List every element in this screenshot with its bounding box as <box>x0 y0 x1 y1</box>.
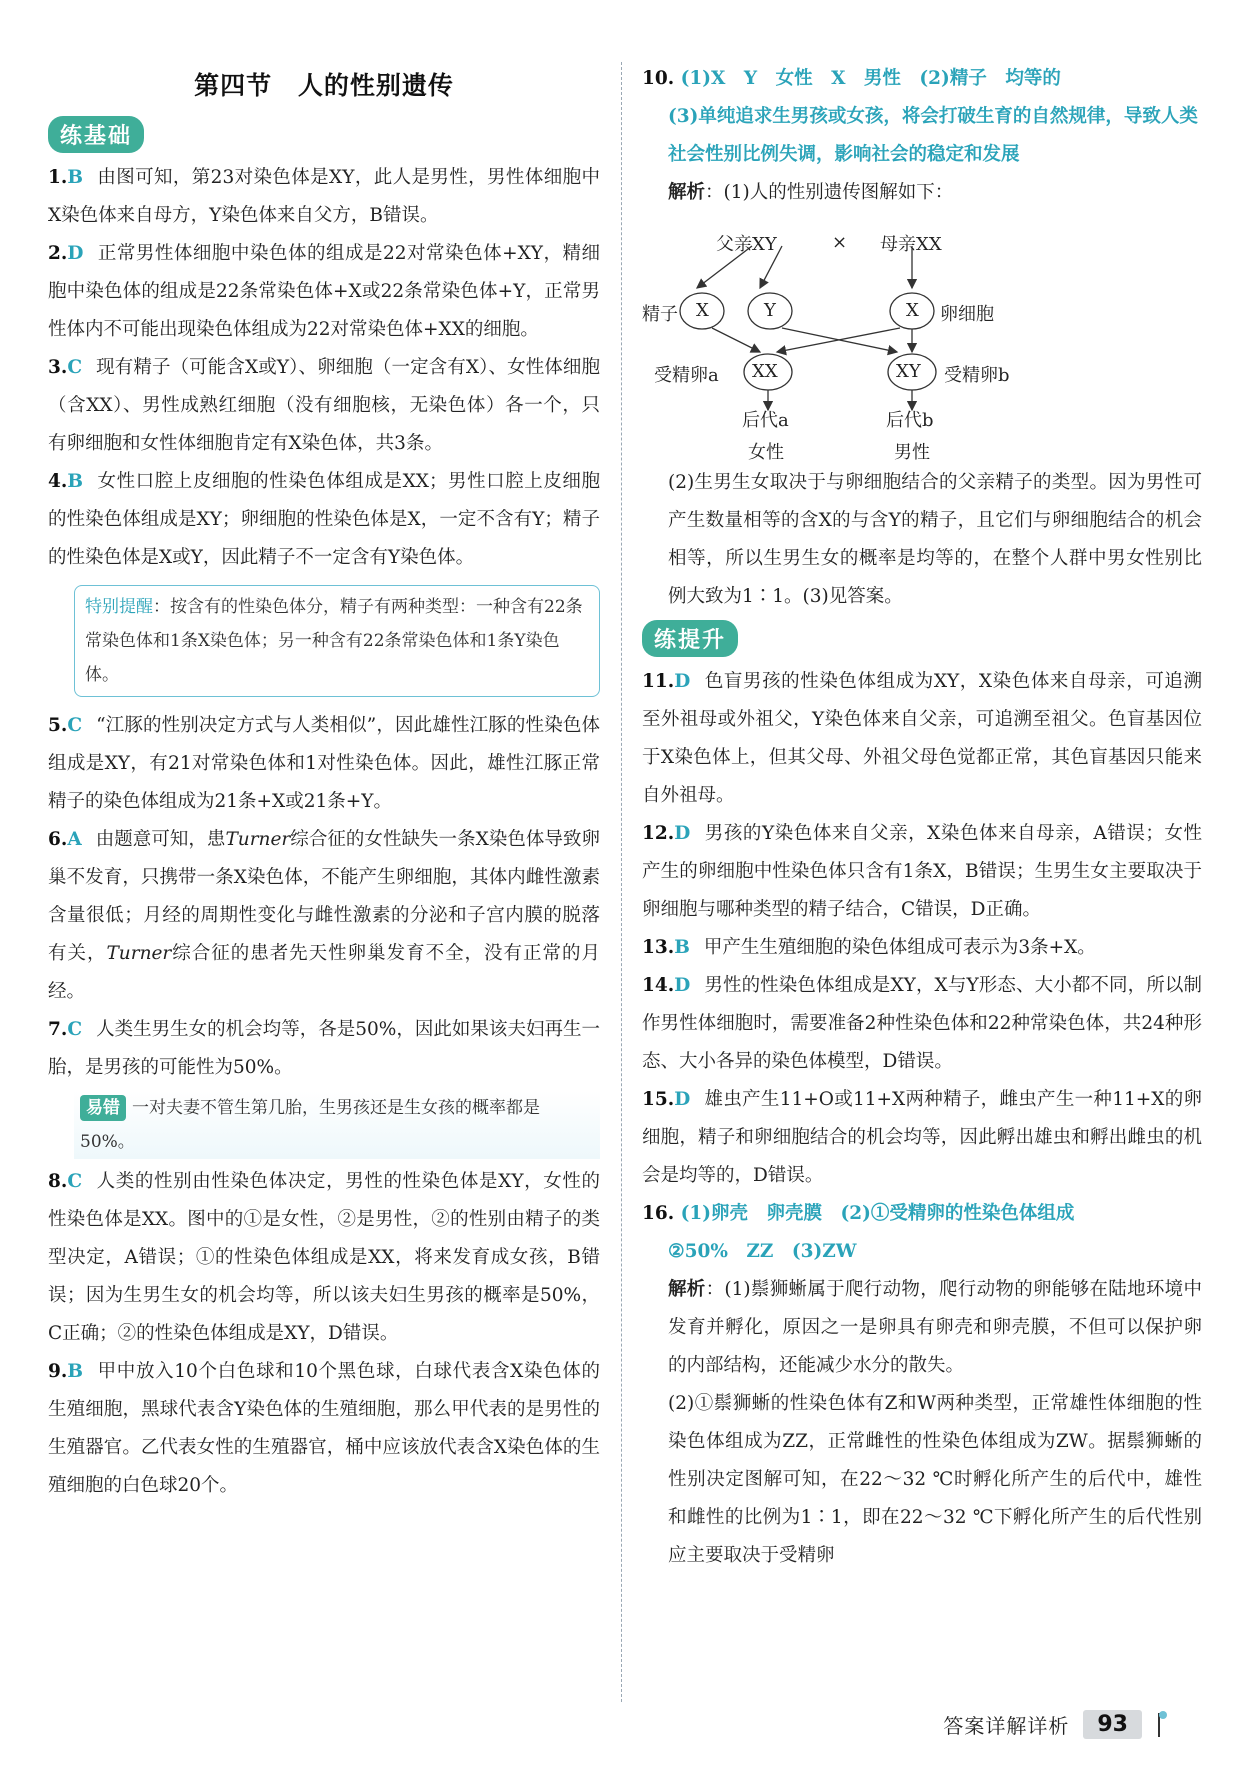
egg-x: X <box>906 300 919 321</box>
question-number: 9. <box>48 1361 68 1382</box>
explanation-text: Turner <box>225 829 291 850</box>
sperm-y: Y <box>764 300 776 321</box>
answer-letter: D <box>674 671 691 692</box>
section-title <box>48 66 600 102</box>
question-number: 5. <box>48 715 68 736</box>
question-number: 8. <box>48 1171 68 1192</box>
inheritance-diagram <box>642 216 1202 462</box>
footer-label: 答案详解详析 <box>943 1713 1070 1738</box>
tip-box <box>74 585 600 697</box>
right-column <box>642 60 1202 1575</box>
left-column <box>48 60 600 1505</box>
right-items <box>642 663 1202 1195</box>
question-number: 2. <box>48 243 68 264</box>
question-item <box>642 815 1202 929</box>
answer-letter: D <box>674 823 691 844</box>
question-number: 3. <box>48 357 68 378</box>
q16-analysis-2: (2)①鬃狮蜥的性染色体有Z和W两种类型，正常雄性体细胞的性染色体组成为ZZ，正常雌性的性染色体组成为ZW。据鬃狮蜥的性别决定图解可知，在22～32 ℃时孵化所产生的后代中，雄性和雌性的比例为1∶1，即在22～32 ℃下孵化所产生的后代性别应主要取决于受精卵 <box>668 1393 1202 1566</box>
question-number: 11. <box>642 671 675 692</box>
question-number: 4. <box>48 471 68 492</box>
page-footer <box>943 1709 1170 1739</box>
sperm-x: X <box>696 300 709 321</box>
explanation-text: 雄虫产生11+O或11+X两种精子，雌虫产生一种11+X的卵细胞，精子和卵细胞结合的机会均等，因此孵出雄虫和孵出雌虫的机会是均等的，D错误。 <box>642 1089 1202 1186</box>
answer-letter: D <box>674 1089 691 1110</box>
answer-letter: B <box>67 471 83 492</box>
q10-analysis-rest: (2)生男生女取决于与卵细胞结合的父亲精子的类型。因为男性可产生数量相等的含X的与含Y的精子，且它们与卵细胞结合的机会相等，所以生男生女的概率是均等的，在整个人群中男女性别比例大致为1∶1。(3)见答案。 <box>668 472 1202 607</box>
column-divider <box>621 62 622 1702</box>
offspring-a: 后代a <box>742 410 789 431</box>
question-number: 14. <box>642 975 675 996</box>
q16-answer-line1 <box>642 1195 1202 1233</box>
q10-answer-line2: (3)单纯追求生男孩或女孩，将会打破生育的自然规律，导致人类社会性别比例失调，影响社会的稳定和发展 <box>668 106 1198 165</box>
explanation-text: 男性的性染色体组成是XY，X与Y形态、大小都不同，所以制作男性体细胞时，需要准备2种性染色体和22种常染色体，共24种形态、大小各异的染色体模型，D错误。 <box>642 975 1202 1072</box>
answer-letter: B <box>67 167 83 188</box>
explanation-text: 甲中放入10个白色球和10个黑色球，白球代表含X染色体的生殖细胞，黑球代表含Y染色体的生殖细胞，那么甲代表的是男性的生殖器官。乙代表女性的生殖器官，桶中应该放代表含X染色体的生殖细胞的白色球20个。 <box>48 1361 600 1496</box>
explanation-text: 由图可知，第23对染色体是XY，此人是男性，男性体细胞中X染色体来自母方，Y染色体来自父方，B错误。 <box>48 167 600 226</box>
q16-analysis-1 <box>642 1271 1202 1385</box>
explanation-text: “江豚的性别决定方式与人类相似”，因此雄性江豚的性染色体组成是XY，有21对常染色体和1对性染色体。因此，雄性江豚正常精子的染色体组成为21条+X或21条+Y。 <box>48 715 600 812</box>
left-items-2 <box>48 707 600 1087</box>
zygote-a-value: XX <box>752 361 778 382</box>
explanation-text: 现有精子（可能含X或Y）、卵细胞（一定含有X）、女性体细胞（含XX）、男性成熟红细胞（没有细胞核，无染色体）各一个，只有卵细胞和女性体细胞肯定有X染色体，共3条。 <box>48 357 600 454</box>
sex-a: 女性 <box>748 442 784 463</box>
analysis-intro-text: ：(1)人的性别遗传图解如下： <box>705 182 954 203</box>
answer-letter: B <box>67 1361 83 1382</box>
section-name: 人的性别遗传 <box>297 71 454 100</box>
question-item <box>642 1081 1202 1195</box>
zygote-a-label: 受精卵a <box>654 365 719 386</box>
arrow-sperm-x-zygote-a <box>712 328 760 352</box>
explanation-text: 色盲男孩的性染色体组成为XY，X染色体来自母亲，可追溯至外祖母或外祖父，Y染色体来自父亲，可追溯至祖父。色盲基因位于X染色体上，但其父母、外祖父母色觉都正常，其色盲基因只能来自外祖母。 <box>642 671 1202 806</box>
explanation-text: 由题意可知，患 <box>95 829 226 850</box>
question-item <box>48 707 600 821</box>
explanation-text: 综合征的患者先天性卵巢发育不全，没有正常的月经。 <box>48 943 600 1002</box>
explanation-text: 甲产生生殖细胞的染色体组成可表示为3条+X。 <box>703 937 1096 958</box>
section-number: 第四节 <box>194 71 273 100</box>
question-item <box>48 1011 600 1087</box>
question-item <box>642 663 1202 815</box>
answer-letter: C <box>67 1171 83 1192</box>
leaf-icon <box>1148 1709 1170 1739</box>
left-items-1 <box>48 159 600 577</box>
explanation-text: 女性口腔上皮细胞的性染色体组成是XX；男性口腔上皮细胞的性染色体组成是XY；卵细胞的性染色体是X，一定不含有Y；精子的性染色体是X或Y，因此精子不一定含有Y染色体。 <box>48 471 600 568</box>
question-number: 1. <box>48 167 68 188</box>
q16-answer-line2: ②50% ZZ (3)ZW <box>668 1241 857 1262</box>
q10-number: 10. <box>642 68 675 89</box>
zygote-b-value: XY <box>896 361 921 382</box>
error-note <box>74 1091 600 1159</box>
question-number: 7. <box>48 1019 68 1040</box>
q10-analysis-intro <box>642 174 1202 212</box>
question-item <box>48 1163 600 1353</box>
answer-letter: A <box>67 829 82 850</box>
question-item <box>642 967 1202 1081</box>
explanation-text: Turner <box>106 943 172 964</box>
q16-number: 16. <box>642 1203 675 1224</box>
q10-answer-line1 <box>642 60 1202 98</box>
egg-label: 卵细胞 <box>940 304 994 325</box>
explanation-text: 人类生男生女的机会均等，各是50%，因此如果该夫妇再生一胎，是男孩的可能性为50%。 <box>48 1019 600 1078</box>
question-item <box>642 929 1202 967</box>
explanation-text: 人类的性别由性染色体决定，男性的性染色体是XY，女性的性染色体是XX。图中的①是女性，②是男性，②的性别由精子的类型决定，A错误；①的性染色体组成是XX，将来发育成女孩，B错误；因为生男生女的机会均等，所以该夫妇生男孩的概率是50%，C正确；②的性染色体组成是XY，D错误。 <box>48 1171 600 1344</box>
cross-symbol: × <box>832 232 848 253</box>
tip-text: ：按含有的性染色体分，精子有两种类型：一种含有22条常染色体和1条X染色体；另一种含有22条常染色体和1条Y染色体。 <box>85 597 583 685</box>
answer-letter: D <box>67 243 84 264</box>
father-label: 父亲XY <box>716 234 777 255</box>
badge-advanced: 练提升 <box>642 620 738 657</box>
question-item <box>48 349 600 463</box>
sex-b: 男性 <box>894 442 930 463</box>
error-text: 一对夫妻不管生第几胎，生男孩还是生女孩的概率都是50%。 <box>80 1098 540 1152</box>
explanation-text: 正常男性体细胞中染色体的组成是22对常染色体+XY，精细胞中染色体的组成是22条常染色体+X或22条常染色体+Y，正常男性体内不可能出现染色体组成为22对常染色体+XX的细胞。 <box>48 243 600 340</box>
q10-answer-1: (1)X Y 女性 X 男性 (2)精子 均等的 <box>680 68 1061 89</box>
sperm-label: 精子 <box>642 304 678 325</box>
analysis-label-16: 解析 <box>668 1279 706 1300</box>
question-number: 12. <box>642 823 675 844</box>
question-item <box>48 159 600 235</box>
question-item <box>48 463 600 577</box>
question-item <box>48 1353 600 1505</box>
tip-label: 特别提醒 <box>85 597 153 617</box>
explanation-text: 综合征的女性缺失一条X染色体导致卵巢不发育，只携带一条X染色体，不能产生卵细胞，其体内雌性激素含量很低；月经的周期性变化与雌性激素的分泌和子宫内膜的脱落有关， <box>48 829 600 964</box>
zygote-b-label: 受精卵b <box>944 365 1010 386</box>
analysis-label: 解析 <box>668 182 706 203</box>
question-item <box>48 235 600 349</box>
mother-label: 母亲XX <box>880 234 942 255</box>
left-items-3 <box>48 1163 600 1505</box>
explanation-text: 男孩的Y染色体来自父亲，X染色体来自母亲，A错误；女性产生的卵细胞中性染色体只含有1条X，B错误；生男生女主要取决于卵细胞与哪种类型的精子结合，C错误，D正确。 <box>642 823 1202 920</box>
badge-basic: 练基础 <box>48 116 144 153</box>
question-number: 15. <box>642 1089 675 1110</box>
answer-letter: C <box>67 1019 83 1040</box>
answer-letter: B <box>674 937 690 958</box>
offspring-b: 后代b <box>886 410 934 431</box>
error-tag: 易错 <box>80 1095 126 1121</box>
answer-letter: C <box>67 357 83 378</box>
question-number: 6. <box>48 829 68 850</box>
answer-letter: D <box>674 975 691 996</box>
question-item <box>48 821 600 1011</box>
q16-analysis-1-text: ：(1)鬃狮蜥属于爬行动物，爬行动物的卵能够在陆地环境中发育并孵化，原因之一是卵具有卵壳和卵壳膜，不但可以保护卵的内部结构，还能减少水分的散失。 <box>668 1279 1202 1376</box>
question-number: 13. <box>642 937 675 958</box>
q16-answer-1: (1)卵壳 卵壳膜 (2)①受精卵的性染色体组成 <box>680 1203 1075 1224</box>
answer-letter: C <box>67 715 83 736</box>
page-number: 93 <box>1083 1710 1142 1739</box>
